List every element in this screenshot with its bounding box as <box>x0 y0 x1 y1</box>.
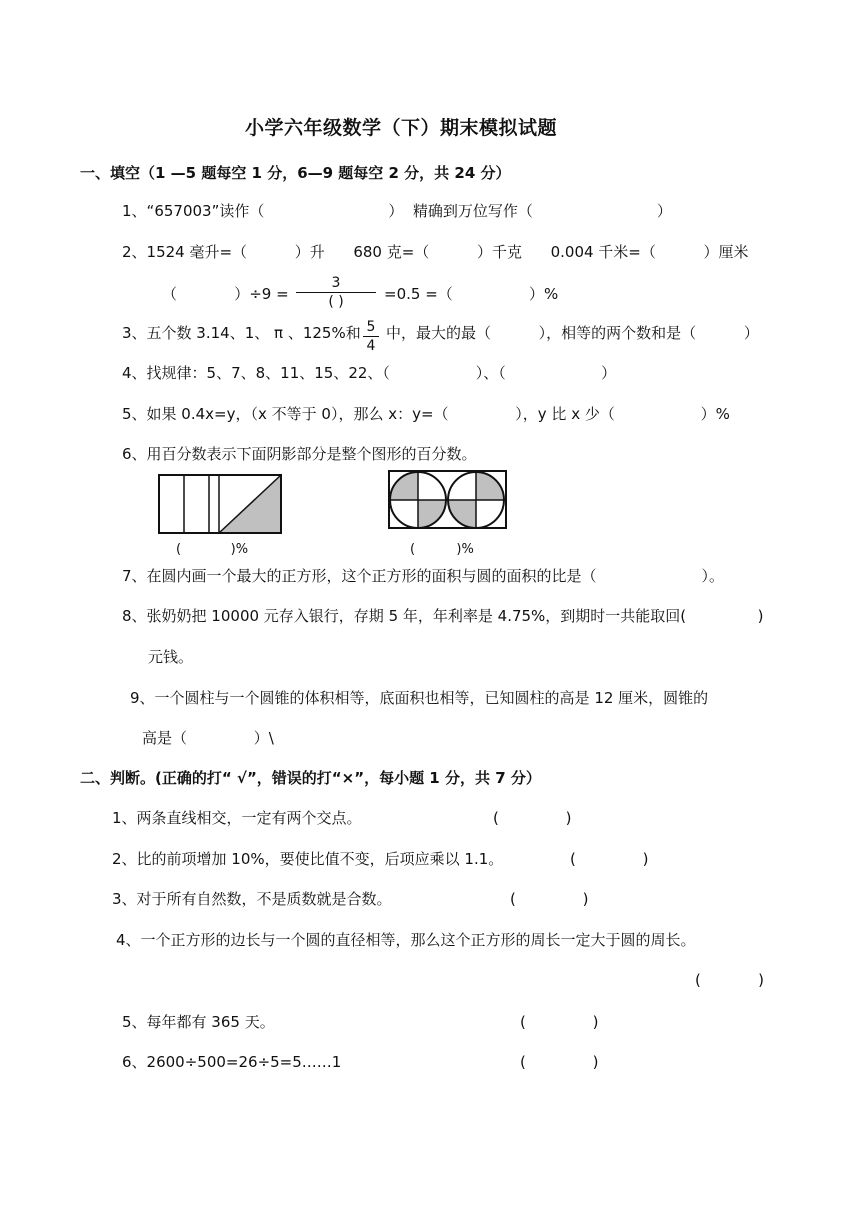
question-2-line2-left: （ ）÷9 = <box>162 285 289 303</box>
judgment-3-blank: ( ) <box>510 890 589 908</box>
figure-2-answer-blank: ( )% <box>410 542 474 557</box>
judgment-5-blank: ( ) <box>520 1013 599 1031</box>
question-2-line2-right: =0.5 =（ ）% <box>384 285 559 303</box>
judgment-6-blank: ( ) <box>520 1053 599 1071</box>
page-title: 小学六年级数学（下）期末模拟试题 <box>245 117 558 139</box>
question-3-left: 3、五个数 3.14、1、 π 、125%和 <box>122 324 361 342</box>
figure-1-answer-blank: ( )% <box>176 542 249 557</box>
judgment-2: 2、比的前项增加 10%，要使比值不变，后项应乘以 1.1。 <box>112 850 504 868</box>
question-8-line1: 8、张奶奶把 10000 元存入银行，存期 5 年，年利率是 4.75%，到期时一共能取回( ) <box>122 607 764 625</box>
judgment-4-blank: ( ) <box>695 971 764 989</box>
question-2-fraction <box>296 275 376 310</box>
judgment-3: 3、对于所有自然数，不是质数就是合数。 <box>112 890 392 908</box>
question-4: 4、找规律：5、7、8、11、15、22、（ ）、（ ） <box>122 364 617 382</box>
figure-rectangle-shaded <box>157 473 283 535</box>
question-2-fraction-numerator: 3 <box>331 275 341 291</box>
question-9-line2: 高是（ ）\ <box>142 729 274 747</box>
question-5: 5、如果 0.4x=y，（x 不等于 0），那么 x：y=（ ），y 比 x 少（ ）% <box>122 405 730 423</box>
judgment-5: 5、每年都有 365 天。 <box>122 1013 275 1031</box>
fraction-bar <box>296 292 376 293</box>
question-3-fraction <box>363 319 379 354</box>
figure-two-circles <box>388 470 508 530</box>
section2-heading: 二、判断。(正确的打“ √”，错误的打“×”，每小题 1 分，共 7 分） <box>80 769 541 787</box>
question-3-fraction-numerator: 5 <box>366 319 376 335</box>
question-8-line2: 元钱。 <box>148 648 194 666</box>
judgment-1-blank: ( ) <box>493 809 572 827</box>
question-1: 1、“657003”读作（ ） 精确到万位写作（ ） <box>122 202 672 220</box>
judgment-2-blank: ( ) <box>570 850 649 868</box>
question-2-line1: 2、1524 毫升=（ ）升 680 克=（ ）千克 0.004 千米=（ ）厘米 <box>122 243 749 261</box>
judgment-6: 6、2600÷500=26÷5=5……1 <box>122 1053 342 1071</box>
question-6: 6、用百分数表示下面阴影部分是整个图形的百分数。 <box>122 445 477 463</box>
question-2-fraction-denominator: ( ) <box>328 294 344 310</box>
question-9-line1: 9、一个圆柱与一个圆锥的体积相等，底面积也相等，已知圆柱的高是 12 厘米，圆锥的 <box>130 689 709 707</box>
judgment-1: 1、两条直线相交，一定有两个交点。 <box>112 809 362 827</box>
fraction-bar <box>363 336 379 337</box>
section1-heading: 一、填空（1 —5 题每空 1 分，6—9 题每空 2 分，共 24 分） <box>80 164 511 182</box>
question-3-fraction-denominator: 4 <box>366 338 376 354</box>
judgment-4: 4、一个正方形的边长与一个圆的直径相等，那么这个正方形的周长一定大于圆的周长。 <box>116 931 696 949</box>
question-3-right: 中，最大的最（ ），相等的两个数和是（ ） <box>386 324 759 342</box>
question-7: 7、在圆内画一个最大的正方形，这个正方形的面积与圆的面积的比是（ ）。 <box>122 567 724 585</box>
